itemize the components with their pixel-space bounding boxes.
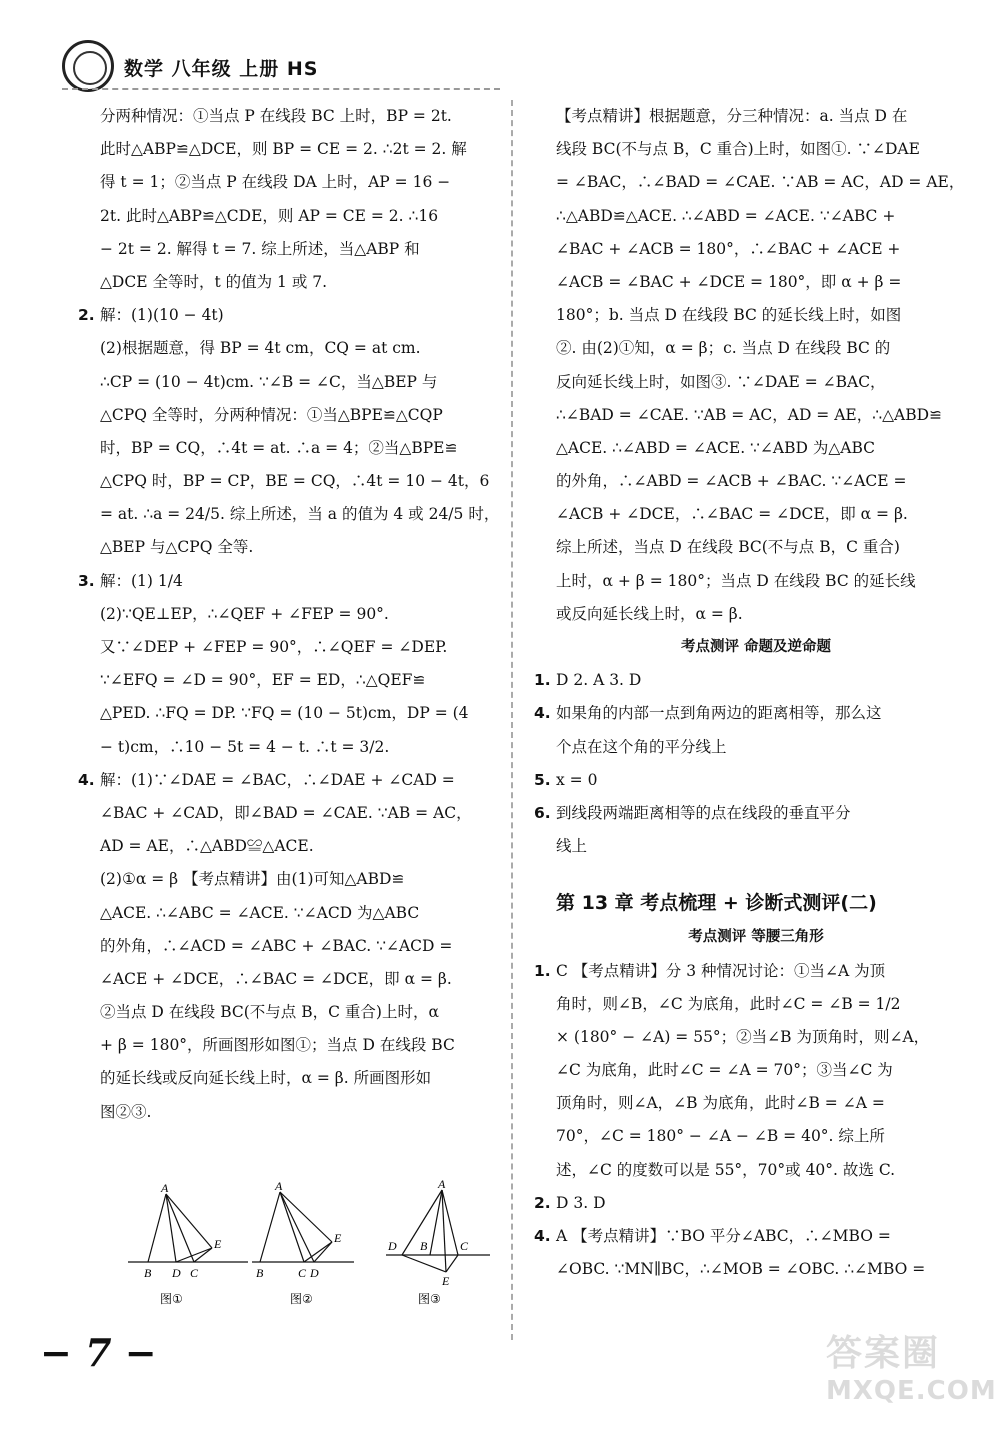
text-line: x = 0	[556, 770, 598, 789]
text-line: − t)cm，∴10 − 5t = 4 − t. ∴t = 3/2.	[100, 737, 390, 756]
question-number: 2.	[78, 306, 95, 325]
text-line: △PED. ∴FQ = DP. ∵FQ = (10 − 5t)cm，DP = (4	[100, 704, 469, 723]
text-line: 又∵∠DEP + ∠FEP = 90°，∴∠QEF = ∠DEP.	[100, 638, 448, 656]
text-line: 180°；b. 当点 D 在线段 BC 的延长线上时，如图	[556, 306, 902, 325]
fig2-caption: 图②	[290, 1292, 313, 1306]
text-line: 分两种情况：①当点 P 在线段 BC 上时，BP = 2t.	[100, 107, 452, 125]
text-line: AD = AE，∴△ABD≌△ACE.	[100, 837, 314, 856]
fig3-label-d: D	[388, 1239, 397, 1253]
text-line: ②当点 D 在线段 BC(不与点 B，C 重合)上时，α	[100, 1003, 439, 1022]
right-column	[534, 100, 965, 1286]
fig3-label-e: E	[442, 1274, 450, 1288]
question-number: 5.	[534, 770, 551, 789]
text-line: + β = 180°，所画图形如图①；当点 D 在线段 BC	[100, 1036, 455, 1055]
page-number: − 7 −	[40, 1330, 157, 1375]
text-line: = at. ∴a = 24/5. 综上所述，当 a 的值为 4 或 24/5 时，	[100, 505, 500, 524]
text-line: 综上所述，当点 D 在线段 BC(不与点 B，C 重合)	[556, 538, 900, 557]
watermark-title: 答案圈	[826, 1333, 941, 1374]
question-number: 1.	[534, 961, 551, 980]
fig2-label-b: B	[256, 1266, 264, 1280]
text-line: △ACE. ∴∠ABC = ∠ACE. ∵∠ACD 为△ABC	[100, 903, 420, 922]
answer-item	[534, 664, 956, 697]
question-number: 3.	[78, 571, 95, 590]
text-line: 70°，∠C = 180° − ∠A − ∠B = 40°. 综上所	[556, 1127, 885, 1146]
fig1-label-d: D	[172, 1266, 181, 1280]
text-line: 述，∠C 的度数可以是 55°，70°或 40°. 故选 C.	[556, 1160, 896, 1179]
column-divider	[511, 100, 513, 1340]
answer-item	[534, 955, 956, 1187]
question-2	[78, 299, 500, 565]
figure-1	[128, 1194, 248, 1262]
fig1-label-b: B	[144, 1266, 152, 1280]
text-line: (2)∵QE⊥EP，∴∠QEF + ∠FEP = 90°.	[100, 604, 389, 623]
text-line: 上时，α + β = 180°；当点 D 在线段 BC 的延长线	[556, 571, 916, 590]
answer-item	[534, 764, 956, 797]
text-line: 解：(1)(10 − 4t)	[100, 306, 224, 325]
text-line: ∠ACB = ∠BAC + ∠DCE = 180°，即 α + β =	[556, 272, 902, 291]
text-line: ∴∠BAD = ∠CAE. ∵AB = AC，AD = AE，∴△ABD≌	[556, 405, 943, 424]
fig1-label-e: E	[214, 1237, 222, 1251]
question-number: 6.	[534, 803, 551, 822]
question-4	[78, 764, 500, 1129]
text-line: 线段 BC(不与点 B，C 重合)上时，如图①. ∵∠DAE	[556, 140, 920, 159]
text-line: ∴△ABD≌△ACE. ∴∠ABD = ∠ACE. ∵∠ABC +	[556, 206, 896, 225]
text-line: ∠ACE + ∠DCE，∴∠BAC = ∠DCE，即 α = β.	[100, 969, 452, 988]
text-line: 解：(1) 1/4	[100, 571, 183, 590]
fig2-label-c: C	[298, 1266, 307, 1280]
geometry-figures	[118, 1180, 498, 1330]
fig3-label-c: C	[460, 1239, 469, 1253]
text-line: 角时，则∠B，∠C 为底角，此时∠C = ∠B = 1/2	[556, 994, 901, 1013]
text-line: ∴CP = (10 − 4t)cm. ∵∠B = ∠C，当△BEP 与	[100, 372, 438, 391]
left-column	[78, 100, 500, 1129]
fig1-label-a: A	[161, 1181, 169, 1195]
watermark	[826, 1325, 996, 1420]
header-divider	[62, 88, 500, 90]
text-line: A 【考点精讲】∵BO 平分∠ABC，∴∠MBO =	[556, 1227, 891, 1245]
text-line: ∠C 为底角，此时∠C = ∠A = 70°；③当∠C 为	[556, 1061, 893, 1080]
text-line: ∠BAC + ∠CAD，即∠BAD = ∠CAE. ∵AB = AC，	[100, 803, 472, 822]
header-title: 数学 八年级 上册 HS	[124, 58, 319, 80]
text-line: C 【考点精讲】分 3 种情况讨论：①当∠A 为顶	[556, 961, 886, 980]
text-line: 的外角，∴∠ABD = ∠ACB + ∠BAC. ∵∠ACE =	[556, 472, 907, 491]
text-line: 此时△ABP≌△DCE，则 BP = CE = 2. ∴2t = 2. 解	[100, 140, 467, 159]
question-number: 1.	[534, 671, 551, 690]
question-number: 4.	[78, 770, 95, 789]
answer-item	[534, 697, 956, 763]
figure-2	[252, 1192, 354, 1262]
question-number: 4.	[534, 1227, 551, 1245]
text-line: △CPQ 全等时，分两种情况：①当△BPE≌△CQP	[100, 405, 443, 424]
text-line: − 2t = 2. 解得 t = 7. 综上所述，当△ABP 和	[100, 239, 420, 258]
question-number: 2.	[534, 1193, 551, 1212]
text-line: 顶角时，则∠A，∠B 为底角，此时∠B = ∠A =	[556, 1094, 885, 1113]
fig2-label-e: E	[334, 1231, 342, 1245]
section-title: 考点测评 等腰三角形	[688, 929, 824, 946]
fig3-label-b: B	[420, 1239, 428, 1253]
text-line: 如果角的内部一点到角两边的距离相等，那么这	[556, 704, 882, 723]
page-header	[62, 40, 362, 100]
text-line: 【考点精讲】根据题意，分三种情况：a. 当点 D 在	[556, 107, 908, 125]
text-line: ∠OBC. ∵MN∥BC，∴∠MOB = ∠OBC. ∴∠MBO =	[556, 1260, 926, 1279]
section-title: 考点测评 命题及逆命题	[680, 639, 832, 655]
publisher-logo-icon	[62, 40, 114, 92]
text-line: 时，BP = CQ，∴4t = at. ∴a = 4；②当△BPE≌	[100, 438, 458, 457]
text-line: × (180° − ∠A) = 55°；②当∠B 为顶角时，则∠A，	[556, 1027, 930, 1046]
text-line: 线上	[556, 837, 588, 856]
fig1-label-c: C	[190, 1266, 199, 1280]
fig2-label-d: D	[310, 1266, 319, 1280]
text-line: D 3. D	[556, 1193, 606, 1212]
text-line: 到线段两端距离相等的点在线段的垂直平分	[556, 803, 851, 822]
question-number: 4.	[534, 704, 551, 723]
text-line: ∠ACB + ∠DCE，∴∠BAC = ∠DCE，即 α = β.	[556, 505, 908, 524]
text-line: 得 t = 1；②当点 P 在线段 DA 上时，AP = 16 −	[100, 173, 451, 192]
text-line: ②. 由(2)①知，α = β；c. 当点 D 在线段 BC 的	[556, 339, 891, 358]
text-line: (2)根据题意，得 BP = 4t cm，CQ = at cm.	[100, 339, 421, 358]
fig3-label-a: A	[438, 1180, 446, 1191]
answer-item	[534, 1187, 956, 1220]
text-line: D 2. A 3. D	[556, 671, 642, 690]
text-line: 图②③.	[100, 1102, 152, 1121]
fig1-caption: 图①	[160, 1292, 183, 1306]
chapter-title: 第 13 章 考点梳理 + 诊断式测评(二)	[556, 892, 877, 915]
text-line: 解：(1)∵∠DAE = ∠BAC，∴∠DAE + ∠CAD =	[100, 770, 455, 789]
watermark-url: MXQE.COM	[826, 1376, 997, 1406]
text-line: ∠BAC + ∠ACB = 180°，∴∠BAC + ∠ACE +	[556, 239, 901, 258]
text-line: △CPQ 时，BP = CP，BE = CQ，∴4t = 10 − 4t，6	[100, 472, 490, 491]
text-line: (2)①α = β 【考点精讲】由(1)可知△ABD≌	[100, 870, 405, 889]
fig2-label-a: A	[275, 1180, 283, 1193]
text-line: 的外角，∴∠ACD = ∠ABC + ∠BAC. ∵∠ACD =	[100, 936, 453, 955]
text-line: 反向延长线上时，如图③. ∵∠DAE = ∠BAC，	[556, 372, 886, 391]
figure-3	[386, 1190, 490, 1272]
text-line: 2t. 此时△ABP≌△CDE，则 AP = CE = 2. ∴16	[100, 206, 439, 225]
text-line: 的延长线或反向延长线上时，α = β. 所画图形如	[100, 1069, 432, 1088]
question-3	[78, 565, 500, 764]
text-line: = ∠BAC，∴∠BAD = ∠CAE. ∵AB = AC，AD = AE，	[556, 173, 965, 192]
text-line: △BEP 与△CPQ 全等.	[100, 538, 254, 557]
answer-item	[534, 1220, 956, 1286]
text-line: 个点在这个角的平分线上	[556, 737, 727, 756]
answer-item	[534, 797, 956, 863]
text-line: △ACE. ∴∠ABD = ∠ACE. ∵∠ABD 为△ABC	[556, 438, 875, 457]
text-line: ∵∠EFQ = ∠D = 90°，EF = ED，∴△QEF≌	[100, 671, 426, 690]
fig3-caption: 图③	[418, 1292, 441, 1306]
text-line: △DCE 全等时，t 的值为 1 或 7.	[100, 272, 328, 291]
text-line: 或反向延长线上时，α = β.	[556, 604, 743, 623]
